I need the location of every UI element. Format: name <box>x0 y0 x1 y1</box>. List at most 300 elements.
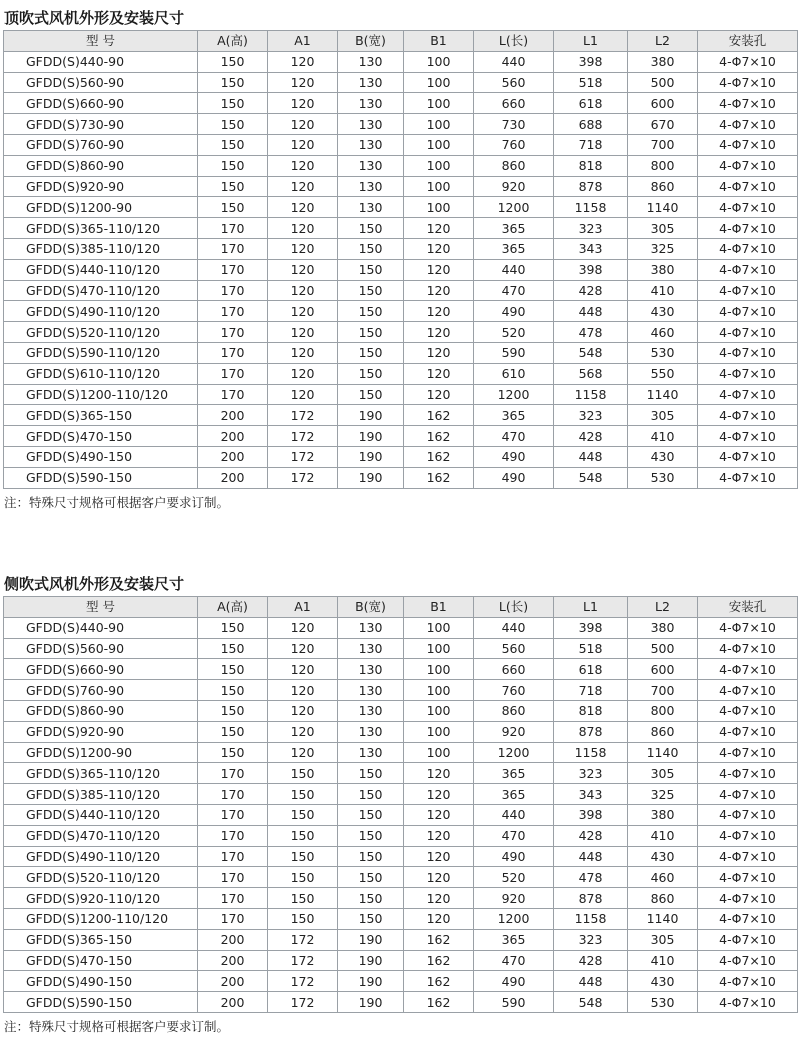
table-cell: 170 <box>198 363 268 384</box>
table-cell: 688 <box>554 114 628 135</box>
table-row <box>4 784 798 805</box>
table-cell: 440 <box>474 259 554 280</box>
table-cell: 130 <box>338 721 404 742</box>
model-cell: GFDD(S)440-90 <box>4 617 198 638</box>
table-cell: 4-Φ7×10 <box>698 301 798 322</box>
table-row <box>4 405 798 426</box>
table-row <box>4 467 798 488</box>
table-cell: 100 <box>404 134 474 155</box>
table-cell: 100 <box>404 742 474 763</box>
model-cell: GFDD(S)610-110/120 <box>4 363 198 384</box>
table-note: 注：特殊尺寸规格可根据客户要求订制。 <box>4 1018 230 1034</box>
table-cell: 430 <box>628 846 698 867</box>
table-cell: 150 <box>198 742 268 763</box>
table-row <box>4 908 798 929</box>
model-cell: GFDD(S)365-110/120 <box>4 763 198 784</box>
table-row <box>4 218 798 239</box>
table-cell: 130 <box>338 72 404 93</box>
table-cell: 1140 <box>628 908 698 929</box>
table-cell: 150 <box>198 114 268 135</box>
table-cell: 718 <box>554 134 628 155</box>
column-header: L1 <box>554 31 628 52</box>
table-cell: 325 <box>628 238 698 259</box>
table-cell: 190 <box>338 950 404 971</box>
table-cell: 170 <box>198 804 268 825</box>
table-cell: 130 <box>338 742 404 763</box>
table-cell: 150 <box>268 804 338 825</box>
table-cell: 323 <box>554 218 628 239</box>
table-cell: 100 <box>404 93 474 114</box>
table-cell: 323 <box>554 763 628 784</box>
table-cell: 170 <box>198 322 268 343</box>
table-row <box>4 825 798 846</box>
table-row <box>4 363 798 384</box>
table-cell: 100 <box>404 114 474 135</box>
table-cell: 470 <box>474 280 554 301</box>
table-cell: 120 <box>268 197 338 218</box>
table-cell: 518 <box>554 72 628 93</box>
table-cell: 4-Φ7×10 <box>698 93 798 114</box>
table-cell: 120 <box>268 93 338 114</box>
table-cell: 170 <box>198 784 268 805</box>
model-cell: GFDD(S)385-110/120 <box>4 784 198 805</box>
table-cell: 305 <box>628 763 698 784</box>
table-cell: 130 <box>338 680 404 701</box>
table-cell: 490 <box>474 971 554 992</box>
table-cell: 460 <box>628 867 698 888</box>
model-cell: GFDD(S)1200-110/120 <box>4 384 198 405</box>
model-cell: GFDD(S)470-110/120 <box>4 825 198 846</box>
column-header: A(高) <box>198 31 268 52</box>
table-cell: 700 <box>628 680 698 701</box>
table-row <box>4 280 798 301</box>
table-cell: 398 <box>554 51 628 72</box>
table-cell: 878 <box>554 176 628 197</box>
table-cell: 430 <box>628 301 698 322</box>
column-header: L2 <box>628 31 698 52</box>
table-cell: 120 <box>404 384 474 405</box>
table-cell: 398 <box>554 259 628 280</box>
table-cell: 150 <box>198 197 268 218</box>
column-header: A1 <box>268 597 338 618</box>
table-cell: 120 <box>268 72 338 93</box>
table-cell: 860 <box>628 721 698 742</box>
table-row <box>4 700 798 721</box>
table-cell: 150 <box>338 908 404 929</box>
table-cell: 343 <box>554 238 628 259</box>
model-cell: GFDD(S)365-150 <box>4 929 198 950</box>
model-cell: GFDD(S)590-150 <box>4 992 198 1013</box>
table-cell: 4-Φ7×10 <box>698 721 798 742</box>
table-cell: 150 <box>268 784 338 805</box>
table-cell: 120 <box>404 280 474 301</box>
column-header: 型 号 <box>4 597 198 618</box>
model-cell: GFDD(S)490-150 <box>4 971 198 992</box>
model-cell: GFDD(S)520-110/120 <box>4 322 198 343</box>
table-cell: 120 <box>268 51 338 72</box>
table-cell: 860 <box>628 888 698 909</box>
table-cell: 120 <box>268 114 338 135</box>
column-header: L2 <box>628 597 698 618</box>
table-cell: 130 <box>338 700 404 721</box>
table-cell: 172 <box>268 426 338 447</box>
model-cell: GFDD(S)730-90 <box>4 114 198 135</box>
table-cell: 448 <box>554 971 628 992</box>
table-cell: 1200 <box>474 197 554 218</box>
table-cell: 500 <box>628 72 698 93</box>
table-cell: 162 <box>404 971 474 992</box>
table-row <box>4 51 798 72</box>
table-cell: 150 <box>338 825 404 846</box>
table-cell: 4-Φ7×10 <box>698 197 798 218</box>
model-cell: GFDD(S)560-90 <box>4 638 198 659</box>
table-cell: 150 <box>198 176 268 197</box>
model-cell: GFDD(S)440-110/120 <box>4 804 198 825</box>
table-cell: 4-Φ7×10 <box>698 342 798 363</box>
side-blow-spec-table <box>3 596 798 1013</box>
table-cell: 130 <box>338 638 404 659</box>
table-cell: 398 <box>554 617 628 638</box>
table-cell: 4-Φ7×10 <box>698 114 798 135</box>
table-row <box>4 680 798 701</box>
table-cell: 120 <box>404 784 474 805</box>
table-cell: 120 <box>268 659 338 680</box>
table-cell: 305 <box>628 929 698 950</box>
table-cell: 920 <box>474 176 554 197</box>
model-cell: GFDD(S)440-90 <box>4 51 198 72</box>
table-cell: 162 <box>404 992 474 1013</box>
table-cell: 4-Φ7×10 <box>698 238 798 259</box>
table-cell: 4-Φ7×10 <box>698 804 798 825</box>
side-blow-section <box>0 572 800 1037</box>
table-cell: 190 <box>338 467 404 488</box>
table-row <box>4 992 798 1013</box>
table-cell: 170 <box>198 908 268 929</box>
table-cell: 100 <box>404 721 474 742</box>
table-cell: 4-Φ7×10 <box>698 259 798 280</box>
table-cell: 120 <box>268 638 338 659</box>
table-cell: 172 <box>268 446 338 467</box>
table-cell: 4-Φ7×10 <box>698 867 798 888</box>
table-cell: 150 <box>198 680 268 701</box>
table-cell: 4-Φ7×10 <box>698 218 798 239</box>
table-cell: 4-Φ7×10 <box>698 155 798 176</box>
model-cell: GFDD(S)1200-90 <box>4 197 198 218</box>
table-cell: 170 <box>198 846 268 867</box>
model-cell: GFDD(S)590-150 <box>4 467 198 488</box>
table-cell: 530 <box>628 992 698 1013</box>
table-cell: 470 <box>474 825 554 846</box>
table-cell: 860 <box>628 176 698 197</box>
table-cell: 172 <box>268 950 338 971</box>
table-cell: 150 <box>338 280 404 301</box>
table-cell: 520 <box>474 867 554 888</box>
table-cell: 170 <box>198 259 268 280</box>
table-cell: 4-Φ7×10 <box>698 784 798 805</box>
table-cell: 172 <box>268 467 338 488</box>
table-cell: 150 <box>198 155 268 176</box>
table-cell: 100 <box>404 659 474 680</box>
table-cell: 120 <box>268 363 338 384</box>
table-cell: 860 <box>474 700 554 721</box>
table-cell: 365 <box>474 405 554 426</box>
table-cell: 520 <box>474 322 554 343</box>
table-cell: 170 <box>198 342 268 363</box>
table-cell: 4-Φ7×10 <box>698 446 798 467</box>
table-row <box>4 929 798 950</box>
table-cell: 4-Φ7×10 <box>698 322 798 343</box>
table-cell: 150 <box>268 846 338 867</box>
model-cell: GFDD(S)365-150 <box>4 405 198 426</box>
table-cell: 4-Φ7×10 <box>698 134 798 155</box>
table-cell: 4-Φ7×10 <box>698 659 798 680</box>
table-cell: 530 <box>628 342 698 363</box>
column-header: 安装孔 <box>698 31 798 52</box>
model-cell: GFDD(S)660-90 <box>4 659 198 680</box>
table-header-row <box>4 31 798 52</box>
table-row <box>4 301 798 322</box>
table-row <box>4 638 798 659</box>
table-cell: 162 <box>404 426 474 447</box>
table-cell: 100 <box>404 51 474 72</box>
table-cell: 150 <box>338 301 404 322</box>
table-cell: 162 <box>404 467 474 488</box>
table-cell: 130 <box>338 155 404 176</box>
table-cell: 150 <box>198 72 268 93</box>
table-cell: 428 <box>554 825 628 846</box>
table-cell: 150 <box>338 259 404 280</box>
table-cell: 150 <box>198 51 268 72</box>
table-cell: 162 <box>404 950 474 971</box>
table-cell: 305 <box>628 405 698 426</box>
table-row <box>4 742 798 763</box>
table-row <box>4 867 798 888</box>
table-cell: 200 <box>198 992 268 1013</box>
table-cell: 478 <box>554 322 628 343</box>
table-cell: 100 <box>404 155 474 176</box>
table-cell: 1140 <box>628 197 698 218</box>
table-cell: 120 <box>268 218 338 239</box>
table-cell: 150 <box>338 763 404 784</box>
table-cell: 170 <box>198 888 268 909</box>
model-cell: GFDD(S)920-90 <box>4 176 198 197</box>
model-cell: GFDD(S)860-90 <box>4 700 198 721</box>
table-cell: 4-Φ7×10 <box>698 825 798 846</box>
table-cell: 120 <box>404 218 474 239</box>
table-cell: 130 <box>338 51 404 72</box>
table-cell: 190 <box>338 992 404 1013</box>
table-cell: 150 <box>268 867 338 888</box>
table-row <box>4 93 798 114</box>
table-cell: 518 <box>554 638 628 659</box>
table-cell: 130 <box>338 134 404 155</box>
table-cell: 120 <box>404 342 474 363</box>
table-cell: 172 <box>268 971 338 992</box>
table-cell: 190 <box>338 971 404 992</box>
column-header: B1 <box>404 597 474 618</box>
table-row <box>4 114 798 135</box>
table-cell: 120 <box>404 867 474 888</box>
table-row <box>4 384 798 405</box>
table-cell: 600 <box>628 659 698 680</box>
model-cell: GFDD(S)1200-90 <box>4 742 198 763</box>
table-cell: 200 <box>198 467 268 488</box>
table-cell: 530 <box>628 467 698 488</box>
column-header: B(宽) <box>338 31 404 52</box>
table-cell: 410 <box>628 825 698 846</box>
table-cell: 548 <box>554 342 628 363</box>
table-cell: 440 <box>474 51 554 72</box>
table-cell: 172 <box>268 992 338 1013</box>
table-cell: 4-Φ7×10 <box>698 971 798 992</box>
table-cell: 4-Φ7×10 <box>698 405 798 426</box>
table-cell: 150 <box>268 908 338 929</box>
model-cell: GFDD(S)860-90 <box>4 155 198 176</box>
table-cell: 120 <box>268 742 338 763</box>
table-cell: 490 <box>474 467 554 488</box>
table-cell: 100 <box>404 700 474 721</box>
table-cell: 325 <box>628 784 698 805</box>
table-cell: 380 <box>628 51 698 72</box>
table-cell: 560 <box>474 72 554 93</box>
table-cell: 760 <box>474 680 554 701</box>
table-row <box>4 846 798 867</box>
table-cell: 365 <box>474 929 554 950</box>
table-cell: 460 <box>628 322 698 343</box>
table-cell: 4-Φ7×10 <box>698 467 798 488</box>
table-cell: 550 <box>628 363 698 384</box>
table-cell: 150 <box>198 134 268 155</box>
table-cell: 323 <box>554 405 628 426</box>
table-cell: 4-Φ7×10 <box>698 846 798 867</box>
column-header: L1 <box>554 597 628 618</box>
table-cell: 490 <box>474 846 554 867</box>
table-cell: 120 <box>404 763 474 784</box>
table-cell: 150 <box>338 384 404 405</box>
model-cell: GFDD(S)490-110/120 <box>4 301 198 322</box>
table-row <box>4 659 798 680</box>
table-cell: 560 <box>474 638 554 659</box>
table-cell: 120 <box>268 176 338 197</box>
table-cell: 1158 <box>554 197 628 218</box>
table-cell: 920 <box>474 888 554 909</box>
table-cell: 120 <box>404 259 474 280</box>
table-cell: 4-Φ7×10 <box>698 638 798 659</box>
model-cell: GFDD(S)385-110/120 <box>4 238 198 259</box>
table-cell: 150 <box>338 846 404 867</box>
table-cell: 4-Φ7×10 <box>698 680 798 701</box>
table-cell: 878 <box>554 888 628 909</box>
table-cell: 548 <box>554 992 628 1013</box>
table-row <box>4 950 798 971</box>
table-cell: 190 <box>338 446 404 467</box>
table-cell: 4-Φ7×10 <box>698 51 798 72</box>
table-cell: 120 <box>268 322 338 343</box>
table-cell: 120 <box>404 322 474 343</box>
table-cell: 4-Φ7×10 <box>698 929 798 950</box>
table-cell: 120 <box>404 238 474 259</box>
table-cell: 120 <box>404 804 474 825</box>
table-row <box>4 322 798 343</box>
table-cell: 818 <box>554 155 628 176</box>
table-cell: 130 <box>338 93 404 114</box>
table-cell: 130 <box>338 659 404 680</box>
model-cell: GFDD(S)365-110/120 <box>4 218 198 239</box>
table-cell: 428 <box>554 426 628 447</box>
table-cell: 1158 <box>554 384 628 405</box>
table-cell: 170 <box>198 280 268 301</box>
top-blow-section <box>0 6 800 513</box>
table-cell: 150 <box>268 825 338 846</box>
table-cell: 920 <box>474 721 554 742</box>
column-header: 型 号 <box>4 31 198 52</box>
table-cell: 428 <box>554 950 628 971</box>
table-cell: 305 <box>628 218 698 239</box>
table-cell: 150 <box>268 888 338 909</box>
table-cell: 448 <box>554 301 628 322</box>
model-cell: GFDD(S)590-110/120 <box>4 342 198 363</box>
table-cell: 1200 <box>474 742 554 763</box>
table-cell: 150 <box>338 784 404 805</box>
table-cell: 4-Φ7×10 <box>698 992 798 1013</box>
table-cell: 200 <box>198 929 268 950</box>
table-cell: 568 <box>554 363 628 384</box>
table-row <box>4 259 798 280</box>
model-cell: GFDD(S)560-90 <box>4 72 198 93</box>
table-cell: 660 <box>474 93 554 114</box>
table-cell: 618 <box>554 659 628 680</box>
table-cell: 200 <box>198 971 268 992</box>
table-cell: 170 <box>198 301 268 322</box>
table-cell: 120 <box>268 617 338 638</box>
table-cell: 172 <box>268 929 338 950</box>
column-header: 安装孔 <box>698 597 798 618</box>
table-cell: 4-Φ7×10 <box>698 384 798 405</box>
table-cell: 490 <box>474 301 554 322</box>
table-cell: 760 <box>474 134 554 155</box>
model-cell: GFDD(S)920-110/120 <box>4 888 198 909</box>
table-cell: 130 <box>338 114 404 135</box>
table-cell: 120 <box>268 342 338 363</box>
table-row <box>4 134 798 155</box>
table-cell: 150 <box>198 659 268 680</box>
table-cell: 100 <box>404 197 474 218</box>
column-header: A1 <box>268 31 338 52</box>
top-blow-spec-table <box>3 30 798 489</box>
table-cell: 120 <box>268 134 338 155</box>
table-cell: 878 <box>554 721 628 742</box>
table-cell: 800 <box>628 700 698 721</box>
section-title: 顶吹式风机外形及安装尺寸 <box>4 9 185 27</box>
table-cell: 4-Φ7×10 <box>698 888 798 909</box>
table-cell: 4-Φ7×10 <box>698 72 798 93</box>
table-cell: 600 <box>628 93 698 114</box>
table-cell: 800 <box>628 155 698 176</box>
table-cell: 100 <box>404 617 474 638</box>
table-row <box>4 72 798 93</box>
table-row <box>4 342 798 363</box>
table-cell: 170 <box>198 384 268 405</box>
table-cell: 120 <box>404 301 474 322</box>
table-cell: 380 <box>628 804 698 825</box>
table-cell: 430 <box>628 446 698 467</box>
table-cell: 162 <box>404 929 474 950</box>
table-cell: 120 <box>268 721 338 742</box>
table-row <box>4 721 798 742</box>
table-cell: 670 <box>628 114 698 135</box>
table-cell: 470 <box>474 426 554 447</box>
table-cell: 730 <box>474 114 554 135</box>
